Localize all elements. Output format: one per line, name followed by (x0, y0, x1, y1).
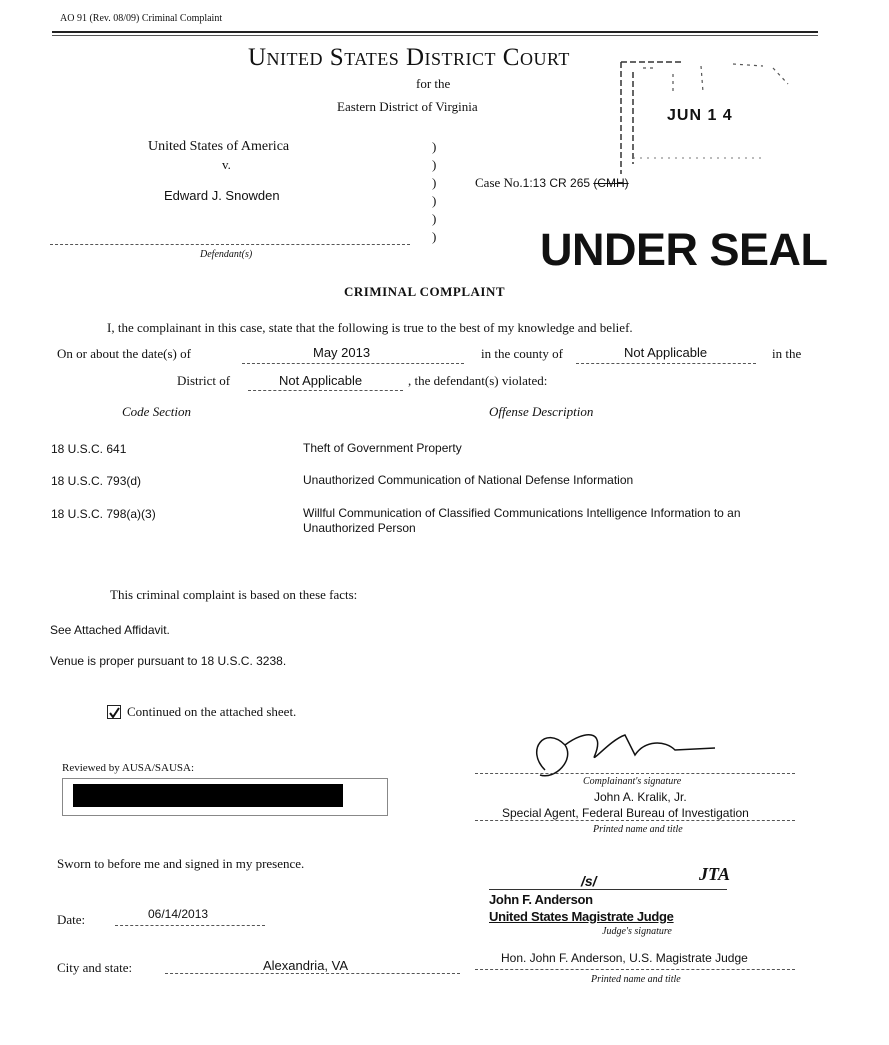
date-rule (242, 363, 464, 364)
checkmark-icon (108, 707, 120, 719)
offense-date: May 2013 (313, 345, 371, 360)
paren-2: ) (432, 157, 437, 172)
reviewer-box (62, 778, 388, 816)
court-title: United States District Court (248, 44, 570, 71)
city-value: Alexandria, VA (263, 958, 349, 973)
table-row-desc: Theft of Government Property (303, 441, 462, 455)
defendant-rule (50, 244, 410, 245)
paren-3: ) (432, 175, 437, 190)
date-prefix: On or about the date(s) of (57, 346, 191, 361)
reviewed-by-label: Reviewed by AUSA/SAUSA: (62, 762, 195, 774)
continued-label: Continued on the attached sheet. (127, 704, 297, 719)
facts-line-2: Venue is proper pursuant to 18 U.S.C. 3238. (50, 654, 287, 668)
complainant-title: Special Agent, Federal Bureau of Investigation (502, 806, 749, 820)
district-label: District of (177, 373, 231, 388)
case-no-struck: (CMH) (593, 176, 629, 190)
stamp-date: JUN 1 4 (667, 107, 733, 124)
complainant-title-rule (475, 820, 795, 821)
judge-printed-label: Printed name and title (591, 974, 681, 985)
date-label: Date: (57, 912, 86, 927)
judge-sig-label: Judge's signature (602, 926, 672, 937)
district-value: Not Applicable (279, 373, 363, 388)
county-value: Not Applicable (624, 345, 708, 360)
complainant-sig-rule (475, 773, 795, 774)
table-row-desc: Unauthorized Communication of National Defense Information (303, 473, 634, 487)
offense-description-header: Offense Description (489, 404, 594, 419)
defendant-label: Defendant(s) (200, 249, 253, 260)
judge-initials: JTA (699, 864, 731, 884)
defendant-name: Edward J. Snowden (164, 188, 280, 203)
case-no-value: 1:13 CR 265 (522, 176, 591, 190)
table-row-desc: Willful Communication of Classified Communications Intelligence Information to an Unauthorized Person (303, 506, 741, 535)
case-number (475, 175, 629, 191)
county-rule (576, 363, 756, 364)
county-label: in the county of (481, 346, 563, 361)
plaintiff: United States of America (148, 139, 290, 154)
paren-1: ) (432, 139, 437, 154)
table-row-code: 18 U.S.C. 641 (51, 442, 127, 456)
judge-title: United States Magistrate Judge (489, 909, 674, 924)
paren-6: ) (432, 229, 437, 244)
redaction-block (73, 784, 343, 807)
judge-sig-mark: /s/ (581, 873, 597, 889)
violated-suffix: , the defendant(s) violated: (408, 373, 548, 388)
header-rule-thin (52, 35, 818, 36)
complainant-sig-label: Complainant's signature (583, 776, 682, 787)
versus: v. (222, 157, 231, 172)
header-rule (52, 31, 818, 33)
judge-name: John F. Anderson (489, 892, 593, 907)
case-no-label: Case No. (475, 175, 523, 190)
complainant-printed-label: Printed name and title (593, 824, 683, 835)
continued-checkbox[interactable] (107, 705, 121, 719)
district-name: Eastern District of Virginia (337, 99, 478, 114)
form-id: AO 91 (Rev. 08/09) Criminal Complaint (60, 13, 223, 24)
date-field-rule (115, 925, 265, 926)
city-label: City and state: (57, 960, 133, 975)
intro-statement: I, the complainant in this case, state that the following is true to the best of my knowledge and belief. (107, 320, 633, 335)
complaint-title: CRIMINAL COMPLAINT (344, 284, 506, 299)
in-the-suffix: in the (772, 346, 802, 361)
district-rule (248, 390, 403, 391)
for-the: for the (416, 76, 451, 91)
sworn-statement: Sworn to before me and signed in my presence. (57, 856, 305, 871)
judge-printed-name: Hon. John F. Anderson, U.S. Magistrate Judge (501, 951, 748, 965)
code-section-header: Code Section (122, 404, 191, 419)
table-row-code: 18 U.S.C. 798(a)(3) (51, 507, 156, 521)
under-seal-stamp: UNDER SEAL (540, 224, 828, 275)
city-field-rule (165, 973, 460, 974)
date-value: 06/14/2013 (148, 907, 209, 921)
facts-intro: This criminal complaint is based on these facts: (110, 587, 358, 602)
judge-sig-rule (489, 889, 727, 890)
facts-line-1: See Attached Affidavit. (50, 623, 170, 637)
paren-5: ) (432, 211, 437, 226)
table-row-code: 18 U.S.C. 793(d) (51, 474, 142, 488)
paren-4: ) (432, 193, 437, 208)
judge-printed-rule (475, 969, 795, 970)
complainant-name: John A. Kralik, Jr. (594, 790, 687, 804)
